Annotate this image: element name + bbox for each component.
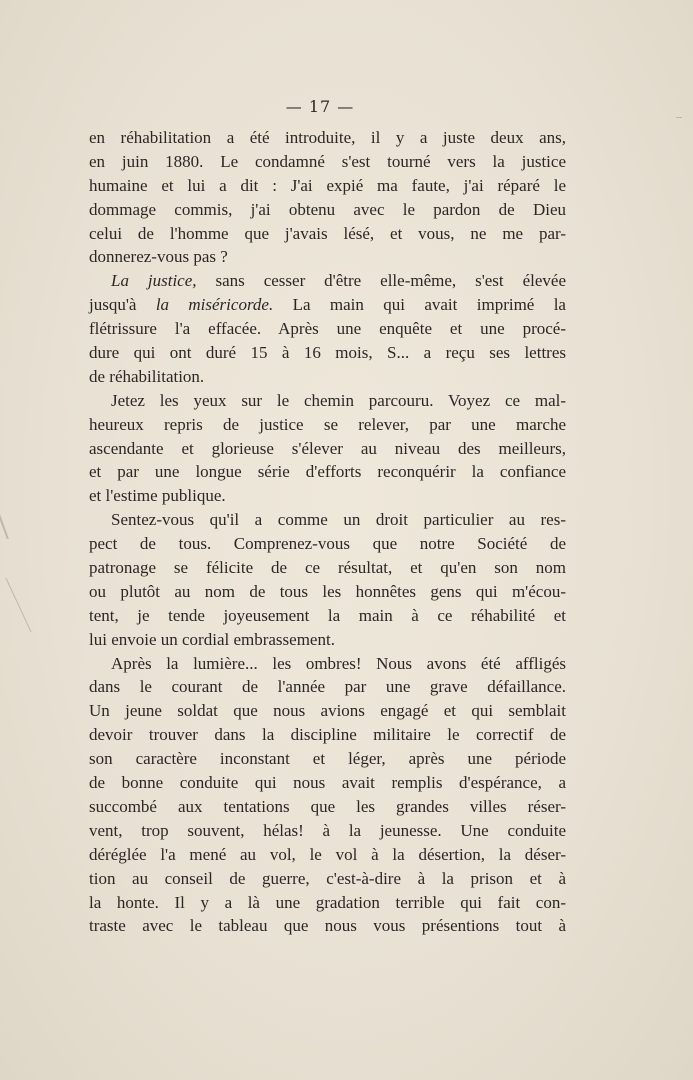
text-segment: devoir trouver dans la discipline militaire le correctif de [89,725,566,745]
text-segment: celui de l'homme que j'avais lésé, et vous, ne me par- [89,223,566,243]
text-line [89,317,566,341]
text-line [89,604,566,628]
text-line [89,293,566,317]
text-line [89,556,566,580]
text-segment: La main qui avait imprimé la [273,295,566,315]
text-line [89,341,566,365]
text-line [89,795,566,819]
text-segment: jusqu'à [89,295,156,315]
text-segment: lui envoie un cordial embrassement. [89,629,335,649]
text-segment: humaine et lui a dit : J'ai expié ma faute, j'ai réparé le [89,175,566,195]
text-line [89,867,566,891]
text-segment: ou plutôt au nom de tous les honnêtes gens qui m'écou- [89,581,566,601]
text-segment: pect de tous. Comprenez-vous que notre Société de [89,534,566,554]
text-line [89,723,566,747]
text-segment: de réhabilitation. [89,366,205,386]
text-segment: sans cesser d'être elle-même, s'est élevée [196,271,566,291]
text-segment: son caractère inconstant et léger, après une période [89,749,566,769]
text-segment: et par une longue série d'efforts reconquérir la confiance [89,462,566,482]
text-line [89,580,566,604]
text-line [89,269,566,293]
text-segment: dans le courant de l'année par une grave défaillance. [89,677,566,697]
text-line [89,174,566,198]
text-line [89,771,566,795]
text-line [89,891,566,915]
text-line [89,675,566,699]
text-segment: et l'estime publique. [89,486,226,506]
text-segment: patronage se félicite de ce résultat, et qu'en son nom [89,558,566,578]
text-segment: de bonne conduite qui nous avait remplis d'espérance, a [89,773,566,793]
page-body-text [89,126,566,938]
text-line [89,245,566,269]
text-line [89,126,566,150]
text-line [89,532,566,556]
text-segment: Jetez les yeux sur le chemin parcouru. Voyez ce mal- [111,390,566,410]
text-line [89,914,566,938]
text-segment: heureux repris de justice se relever, par une marche [89,414,566,434]
text-segment: en juin 1880. Le condamné s'est tourné vers la justice [89,151,566,171]
text-line [89,150,566,174]
text-line [89,843,566,867]
margin-mark [676,117,682,118]
text-line [89,628,566,652]
text-segment: traste avec le tableau que nous vous présentions tout à [89,916,566,936]
text-line [89,819,566,843]
text-segment: Sentez-vous qu'il a comme un droit particulier au res- [111,510,566,530]
text-segment: ascendante et glorieuse s'élever au niveau des meilleurs, [89,438,566,458]
italic-text: la miséricorde. [155,295,274,315]
text-line [89,222,566,246]
text-line [89,389,566,413]
text-segment: donnerez-vous pas ? [89,247,228,267]
text-segment: Un jeune soldat que nous avions engagé et qui semblait [89,701,566,721]
text-segment: succombé aux tentations que les grandes villes réser- [89,796,566,816]
margin-mark [0,501,9,539]
text-segment: vent, trop souvent, hélas! à la jeunesse. Une conduite [89,820,566,840]
margin-mark [5,578,31,633]
text-line [89,508,566,532]
italic-text: La justice, [111,271,197,291]
text-line [89,365,566,389]
text-segment: tent, je tende joyeusement la main à ce réhabilité et [89,605,566,625]
text-segment: tion au conseil de guerre, c'est-à-dire à la prison et à [89,868,566,888]
text-segment: dure qui ont duré 15 à 16 mois, S... a reçu ses lettres [89,343,566,363]
text-line [89,699,566,723]
text-segment: Après la lumière... les ombres! Nous avons été affligés [111,653,566,673]
text-segment: flétrissure l'a effacée. Après une enquête et une procé- [89,319,566,339]
text-line [89,198,566,222]
text-line [89,460,566,484]
text-segment: la honte. Il y a là une gradation terrible qui fait con- [89,892,566,912]
text-segment: en réhabilitation a été introduite, il y a juste deux ans, [89,128,566,147]
page-number: — 17 — [285,97,355,116]
text-line [89,652,566,676]
text-line [89,484,566,508]
text-line [89,437,566,461]
text-segment: déréglée l'a mené au vol, le vol à la désertion, la déser- [89,844,566,864]
text-segment: dommage commis, j'ai obtenu avec le pardon de Dieu [89,199,566,219]
text-line [89,747,566,771]
text-line [89,413,566,437]
